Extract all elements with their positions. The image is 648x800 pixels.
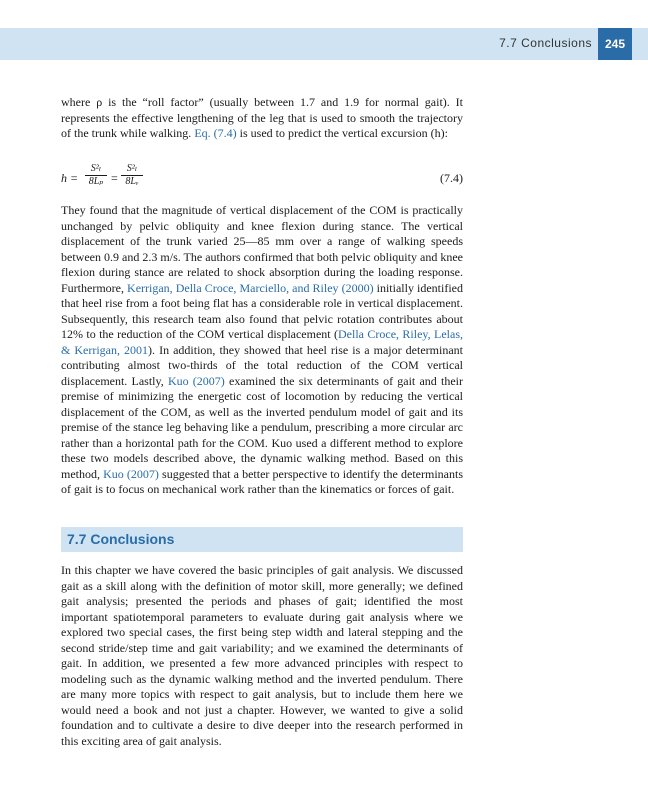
intro-text: where ρ is the “roll factor” (usually between 1.7 and 1.9 for normal gait). It represents the effective lengthening of the leg that is used to smooth the trajectory of the trunk while walking. bbox=[61, 95, 463, 140]
citation-link-kerrigan-2000[interactable]: Kerrigan, Della Croce, Marciello, and Riley (2000) bbox=[127, 280, 374, 295]
equation-lhs: h = bbox=[61, 171, 79, 185]
equation-7-4 bbox=[61, 163, 463, 193]
body-text-5: suggested that a better perspective to identify the determinants of gait is to focus on mechanical work rather than the kinematics or forces of gait. bbox=[61, 466, 463, 496]
body-text-1: They found that the magnitude of vertical displacement of the COM is practically unchanged by pelvic obliquity and knee flexion during stance. The vertical displacement of the trunk varied 25—85 mm over a range of walking speeds between 0.9 and 2.3 m/s. The authors confirmed that both pelvic obliquity and knee flexion during stance are related to shock absorption during the loading response. Furthermore, bbox=[61, 203, 463, 295]
equation-number: (7.4) bbox=[440, 171, 463, 185]
section-heading-band bbox=[61, 527, 463, 552]
conclusion-text: In this chapter we have covered the basic principles of gait analysis. We discussed gait as a skill along with the definition of motor skill, more generally; we defined gait analysis; presented the periods and phases of gait; identified the most important spatiotemporal parameters to evaluate during gait analysis where we explored two special cases, the first being step width and lateral stepping and the second stride/step time and gait variability; and we examined the determinants of gait. In addition, we presented a few more advanced principles with respect to modeling such as the dynamic walking method and the inverted pendulum. There are many more topics with respect to gait analysis, but to include them here we would need a book and not just a chapter. However, we wanted to give a solid foundation and to cultivate a desire to dive deeper into the research performed in this exciting area of gait analysis. bbox=[61, 563, 463, 748]
fraction-2-denominator: 8Lᵥ bbox=[125, 176, 139, 187]
running-header bbox=[0, 28, 648, 60]
page-number: 245 bbox=[598, 28, 632, 60]
citation-link-kuo-2007-second[interactable]: Kuo (2007) bbox=[103, 466, 159, 481]
intro-text-end: is used to predict the vertical excursion (h): bbox=[236, 126, 448, 140]
fraction-2-numerator: S²ₗ bbox=[121, 163, 143, 176]
section-title: 7.7 Conclusions bbox=[67, 531, 175, 547]
body-text-3: ). In addition, they showed that heel rise is a major determinant contributing almost two-thirds of the total reduction of the COM vertical displacement. Lastly, bbox=[61, 342, 463, 388]
running-title: 7.7 Conclusions bbox=[499, 36, 592, 50]
body-text-2: initially identified that heel rise from a foot being flat has a considerable role in vertical displacement. Subsequently, this research team also found that pelvic rotation contributes about 12% to the reduction of the COM vertical displacement ( bbox=[61, 280, 463, 341]
fraction-1-denominator: 8Lₚ bbox=[88, 176, 104, 187]
body-text-4: examined the six determinants of gait and their premise of minimizing the energetic cost of locomotion by reducing the vertical displacement of the COM, as well as the inverted pendulum model of gait and its premise of the stance leg behaving like a pendulum, prescribing a more circular arc rather than a horizontal path for the COM. Kuo used a different method to explore these two models described above, the dynamic walking method. Based on this method, bbox=[61, 373, 463, 481]
equation-fraction-2 bbox=[121, 163, 143, 188]
equation-fraction-1 bbox=[85, 163, 107, 188]
conclusion-paragraph bbox=[61, 563, 463, 749]
citation-link-kuo-2007[interactable]: Kuo (2007) bbox=[167, 373, 225, 388]
equation-equals: = bbox=[111, 171, 118, 185]
body-paragraph bbox=[61, 203, 463, 498]
intro-paragraph bbox=[61, 95, 463, 142]
citation-link-della-croce-2001[interactable]: Della Croce, Riley, Lelas, & Kerrigan, 2001 bbox=[61, 327, 464, 357]
equation-reference-link[interactable]: Eq. (7.4) bbox=[194, 126, 237, 140]
fraction-1-numerator: S²ₗ bbox=[85, 163, 107, 176]
